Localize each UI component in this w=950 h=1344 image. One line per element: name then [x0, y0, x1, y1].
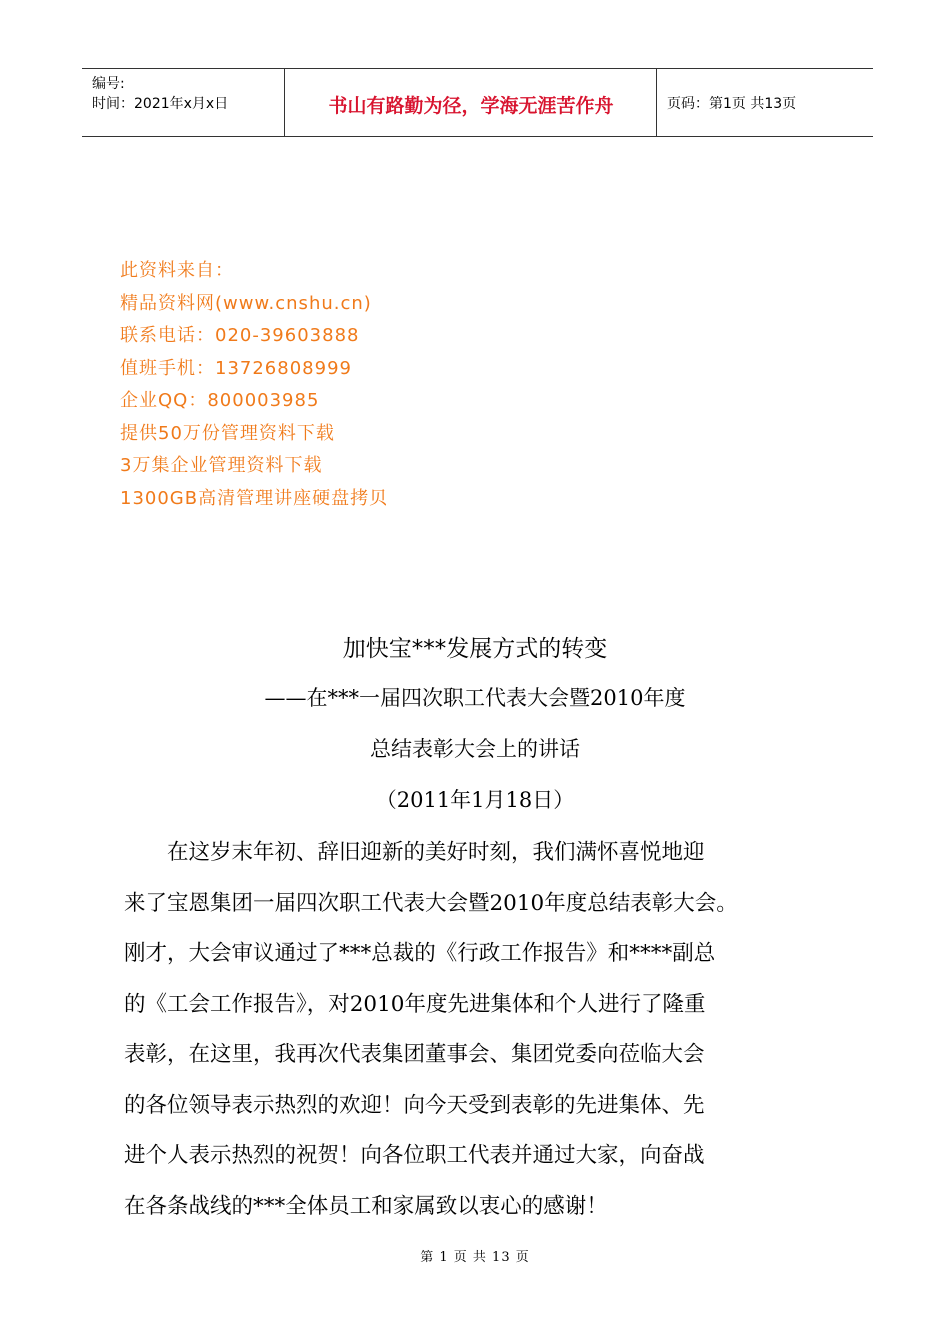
paragraph-line: 来了宝恩集团一届四次职工代表大会暨2010年度总结表彰大会。	[124, 890, 738, 916]
source-line: 值班手机：13726808999	[120, 357, 352, 379]
document-date: （2011年1月18日）	[375, 788, 575, 812]
source-line: 企业QQ：800003985	[120, 390, 320, 411]
paragraph-line: 进个人表示热烈的祝贺！向各位职工代表并通过大家，向奋战	[124, 1143, 705, 1168]
document-subtitle: ——在***一届四次职工代表大会暨2010年度	[264, 686, 686, 710]
source-line: 此资料来自：	[120, 260, 234, 281]
document-subtitle: 总结表彰大会上的讲话	[370, 737, 580, 761]
page-footer: 第 1 页 共 13 页	[420, 1250, 530, 1265]
source-line: 3万集企业管理资料下载	[120, 455, 323, 476]
paragraph-line: 的《工会工作报告》，对2010年度先进集体和个人进行了隆重	[124, 991, 706, 1017]
paragraph-line: 表彰，在这里，我再次代表集团董事会、集团党委向莅临大会	[124, 1042, 705, 1067]
header-meta	[92, 74, 228, 114]
header-page-info: 页码：第1页 共13页	[667, 96, 797, 112]
paragraph-line: 在各条战线的***全体员工和家属致以衷心的感谢！	[124, 1193, 608, 1219]
body-paragraph	[124, 828, 864, 1232]
document-header-table	[82, 68, 873, 137]
source-line: 1300GB高清管理讲座硬盘拷贝	[120, 487, 389, 509]
header-motto: 书山有路勤为径，学海无涯苦作舟	[328, 95, 614, 117]
number-label: 编号:	[92, 76, 125, 92]
document-title: 加快宝***发展方式的转变	[342, 636, 608, 662]
source-info-block	[120, 255, 388, 515]
paragraph-line: 刚才，大会审议通过了***总裁的《行政工作报告》和****副总	[124, 941, 716, 966]
time-label: 时间：2021年x月x日	[92, 96, 229, 112]
paragraph-line: 在这岁末年初、辞旧迎新的美好时刻，我们满怀喜悦地迎	[124, 840, 705, 865]
source-line: 精品资料网(www.cnshu.cn)	[120, 292, 372, 314]
source-line: 提供50万份管理资料下载	[120, 422, 335, 444]
source-line: 联系电话：020-39603888	[120, 325, 360, 346]
paragraph-line: 的各位领导表示热烈的欢迎！向今天受到表彰的先进集体、先	[124, 1092, 705, 1118]
